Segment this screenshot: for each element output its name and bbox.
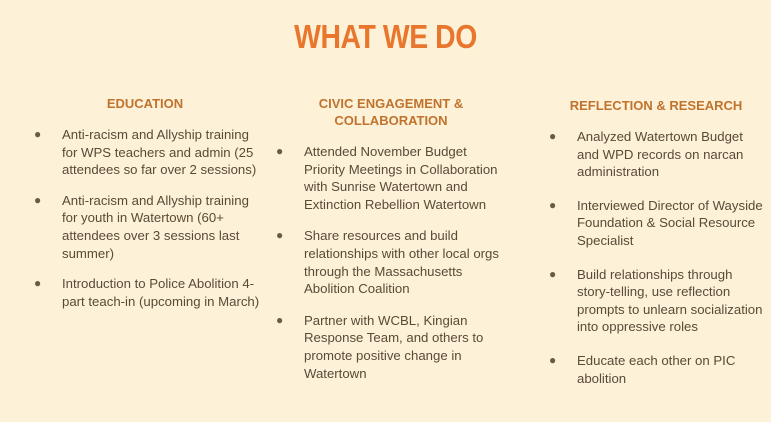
reflection-research-heading: REFLECTION & RESEARCH: [569, 98, 743, 113]
list-item: [30, 192, 260, 262]
bullet-icon: ●: [34, 276, 42, 291]
bullet-icon: ●: [276, 228, 284, 243]
list-item: [30, 126, 260, 179]
bullet-icon: ●: [276, 312, 284, 327]
reflection-research-list: [545, 128, 767, 387]
reflection-research-column: [545, 97, 767, 403]
bullet-icon: ●: [549, 352, 557, 367]
list-item-text: Attended November Budget Priority Meetings in Collaboration with Sunrise Watertown and Extinction Rebellion Watertown: [304, 144, 498, 212]
list-item-text: Interviewed Director of Wayside Foundation & Social Resource Specialist: [577, 197, 763, 248]
bullet-icon: ●: [549, 129, 557, 143]
list-item-text: Partner with WCBL, Kingian Response Team, and others to promote positive change in Watertown: [304, 312, 484, 381]
list-item-text: Analyzed Watertown Budget and WPD records on narcan administration: [577, 129, 744, 180]
list-item-text: Build relationships through story-telling, use reflection prompts to unlearn socialization into oppressive roles: [577, 266, 763, 335]
list-item-text: Anti-racism and Allyship training for WPS teachers and admin (25 attendees so far over 2 sessions): [62, 127, 257, 178]
list-item: [545, 128, 767, 181]
bullet-icon: ●: [34, 192, 42, 207]
education-column: [30, 95, 260, 323]
list-item-text: Anti-racism and Allyship training for youth in Watertown (60+ attendees over 3 sessions last summer): [62, 192, 249, 261]
list-item-text: Introduction to Police Abolition 4-part teach-in (upcoming in March): [62, 276, 260, 309]
civic-engagement-heading: CIVIC ENGAGEMENT & COLLABORATION: [318, 96, 464, 128]
bullet-icon: ●: [549, 266, 557, 281]
list-item-text: Share resources and build relationships with other local orgs through the Massachusetts Abolition Coalition: [304, 228, 499, 297]
civic-engagement-list: [272, 143, 510, 382]
bullet-icon: ●: [276, 144, 284, 158]
list-item: [30, 275, 260, 310]
list-item: [272, 143, 510, 213]
civic-engagement-column: [272, 95, 510, 396]
list-item: [272, 312, 510, 382]
list-item: [545, 197, 767, 250]
list-item: [545, 352, 767, 387]
bullet-icon: ●: [549, 197, 557, 212]
page-title: WHAT WE DO: [294, 18, 477, 55]
bullet-icon: ●: [34, 127, 42, 141]
education-heading: EDUCATION: [106, 96, 184, 111]
list-item: [545, 266, 767, 336]
list-item: [272, 227, 510, 297]
list-item-text: Educate each other on PIC abolition: [577, 352, 736, 386]
education-list: [30, 126, 260, 310]
